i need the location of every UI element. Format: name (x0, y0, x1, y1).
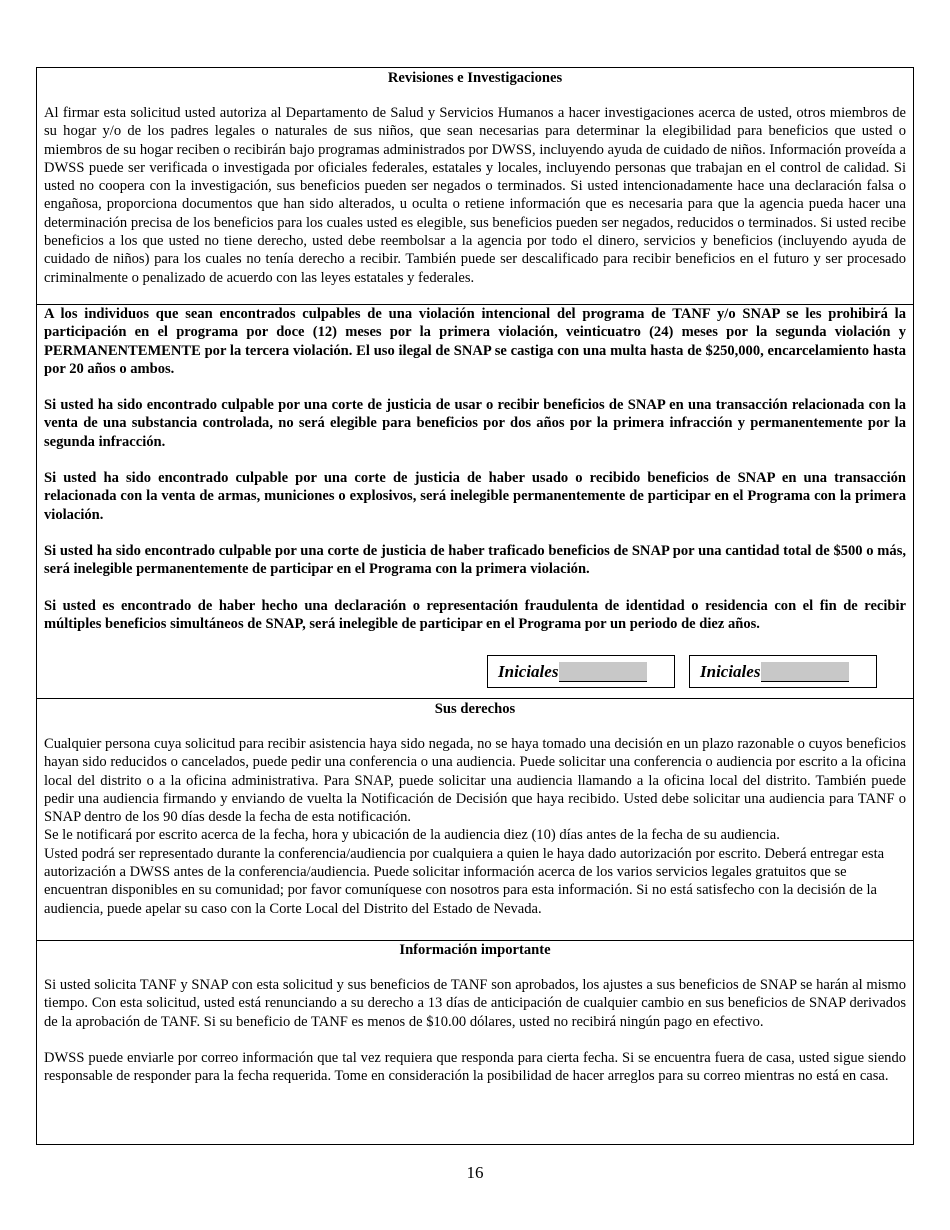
initials-label-1: Iniciales (498, 661, 559, 681)
derechos-section (37, 698, 913, 918)
initials-input-1[interactable] (559, 662, 647, 682)
initials-box-2 (689, 655, 877, 688)
initials-input-2[interactable] (761, 662, 849, 682)
initials-box-1 (487, 655, 675, 688)
revisiones-title: Revisiones e Investigaciones (387, 70, 563, 86)
derechos-paragraph-2: Se le notificará por escrito acerca de la fecha, hora y ubicación de la audiencia diez (10) días antes de la fecha de su audiencia. (44, 827, 780, 844)
revisiones-body: Al firmar esta solicitud usted autoriza al Departamento de Salud y Servicios Humanos a hacer investigaciones acerca de usted, otros miembros de su hogar y/o de los padres legales o naturales de sus niños, que sean necesarias para determinar la elegibilidad para beneficios que usted o miembros de su hogar reciben o recibirán bajo programas administrados por DWSS, incluyendo ayuda de cuidado de niños. Información proveída a DWSS puede ser verificada o investigada por oficiales federales, estatales y locales, incluyendo personas que trabajan en el control de calidad. Si usted no coopera con la investigación, sus beneficios pueden ser negados o terminados. Si usted intencionadamente hace una declaración falsa o engañosa, proporciona documentos que han sido alterados, u oculta o retiene información que es necesaria para que la agencia pueda hacer una determinación precisa de los beneficios para los cuales usted es elegible, sus beneficios pueden ser negados, reducidos o terminados. Si usted recibe beneficios a los que usted no tiene derecho, usted debe reembolsar a la agencia por todo el dinero, servicios y beneficios (incluyendo ayuda de cuidado de niños) para los cuales no tenía derecho a recibir. También puede ser descalificado para recibir beneficios en el futuro y ser procesado criminalmente o penalizado de acuerdo con las leyes estatales y federales. (44, 105, 906, 286)
importante-section (37, 940, 913, 1085)
violaciones-paragraph-5: Si usted es encontrado de haber hecho una declaración o representación fraudulenta de identidad o residencia con el fin de recibir múltiples beneficios simultáneos de SNAP, será inelegible de participar en el Programa por un periodo de diez años. (44, 597, 906, 632)
initials-label-2: Iniciales (700, 661, 761, 681)
form-frame (36, 67, 914, 1145)
page-number: 16 (466, 1163, 484, 1182)
derechos-title: Sus derechos (434, 701, 516, 717)
importante-paragraph-2: DWSS puede enviarle por correo información que tal vez requiera que responda para cierta fecha. Si se encuentra fuera de casa, usted sigue siendo responsable de responder para la fecha requerida. Tome en consideración la posibilidad de hacer arreglos para su correo mientras no está en casa. (44, 1049, 906, 1085)
violaciones-paragraph-1: A los individuos que sean encontrados culpables de una violación intencional del programa de TANF y/o SNAP se les prohibirá la participación en el programa por doce (12) meses por la primera violación, veinticuatro (24) meses por la segunda violación y PERMANENTEMENTE por la tercera violación. El uso ilegal de SNAP se castiga con una multa hasta de $250,000, encarcelamiento hasta por 20 años o ambos. (44, 306, 906, 377)
importante-paragraph-1: Si usted solicita TANF y SNAP con esta solicitud y sus beneficios de TANF son aprobados, los ajustes a sus beneficios de SNAP se harán al mismo tiempo. Con esta solicitud, usted está renunciando a su derecho a 13 días de anticipación de cualquier cambio en sus beneficios de SNAP derivados de la aprobación de TANF. Si su beneficio de TANF es menos de $10.00 dólares, usted no recibirá ningún pago en efectivo. (44, 977, 906, 1030)
violaciones-paragraph-4: Si usted ha sido encontrado culpable por una corte de justicia de haber traficado beneficios de SNAP por una cantidad total de $500 o más, será inelegible permanentemente de participar en el Programa con la primera violación. (44, 542, 906, 578)
violaciones-paragraph-2: Si usted ha sido encontrado culpable por una corte de justicia de usar o recibir beneficios de SNAP en una transacción relacionada con la venta de una substancia controlada, no será elegible para beneficios por dos años por la primera infracción y permanentemente por la segunda infracción. (44, 397, 906, 450)
revisiones-section (37, 68, 913, 287)
violaciones-section (37, 304, 913, 698)
derechos-paragraph-1: Cualquier persona cuya solicitud para recibir asistencia haya sido negada, no se haya tomado una decisión en un plazo razonable o cuyos beneficios hayan sido reducidos o cancelados, puede pedir una conferencia o una audiencia. Puede solicitar una conferencia o audiencia por escrito a la oficina local del distrito o a la oficina administrativa. Para SNAP, puede solicitar una audiencia llamando a la oficina local del distrito. También puede pedir una audiencia firmando y enviando de vuelta la Notificación de Decisión que haya recibido. Usted debe solicitar una audiencia para TANF o SNAP dentro de los 90 días desde la fecha de esta notificación. (44, 736, 906, 826)
violaciones-paragraph-3: Si usted ha sido encontrado culpable por una corte de justicia de haber usado o recibido beneficios de SNAP en una transacción relacionada con la venta de armas, municiones o explosivos, será inelegible permanentemente de participar en el Programa con la primera violación. (44, 470, 906, 523)
importante-title: Información importante (399, 942, 551, 958)
derechos-paragraph-3: Usted podrá ser representado durante la conferencia/audiencia por cualquiera a quien le haya dado autorización por escrito. Deberá entregar esta autorización a DWSS antes de la conferencia/audiencia. Puede solicitar información acerca de los varios servicios legales gratuitos que se encuentran disponibles en su comunidad; por favor comuníquese con nosotros para esta información. Si no está satisfecho con la decisión de la audiencia, puede apelar su caso con la Corte Local del Distrito del Estado de Nevada. (44, 845, 885, 917)
